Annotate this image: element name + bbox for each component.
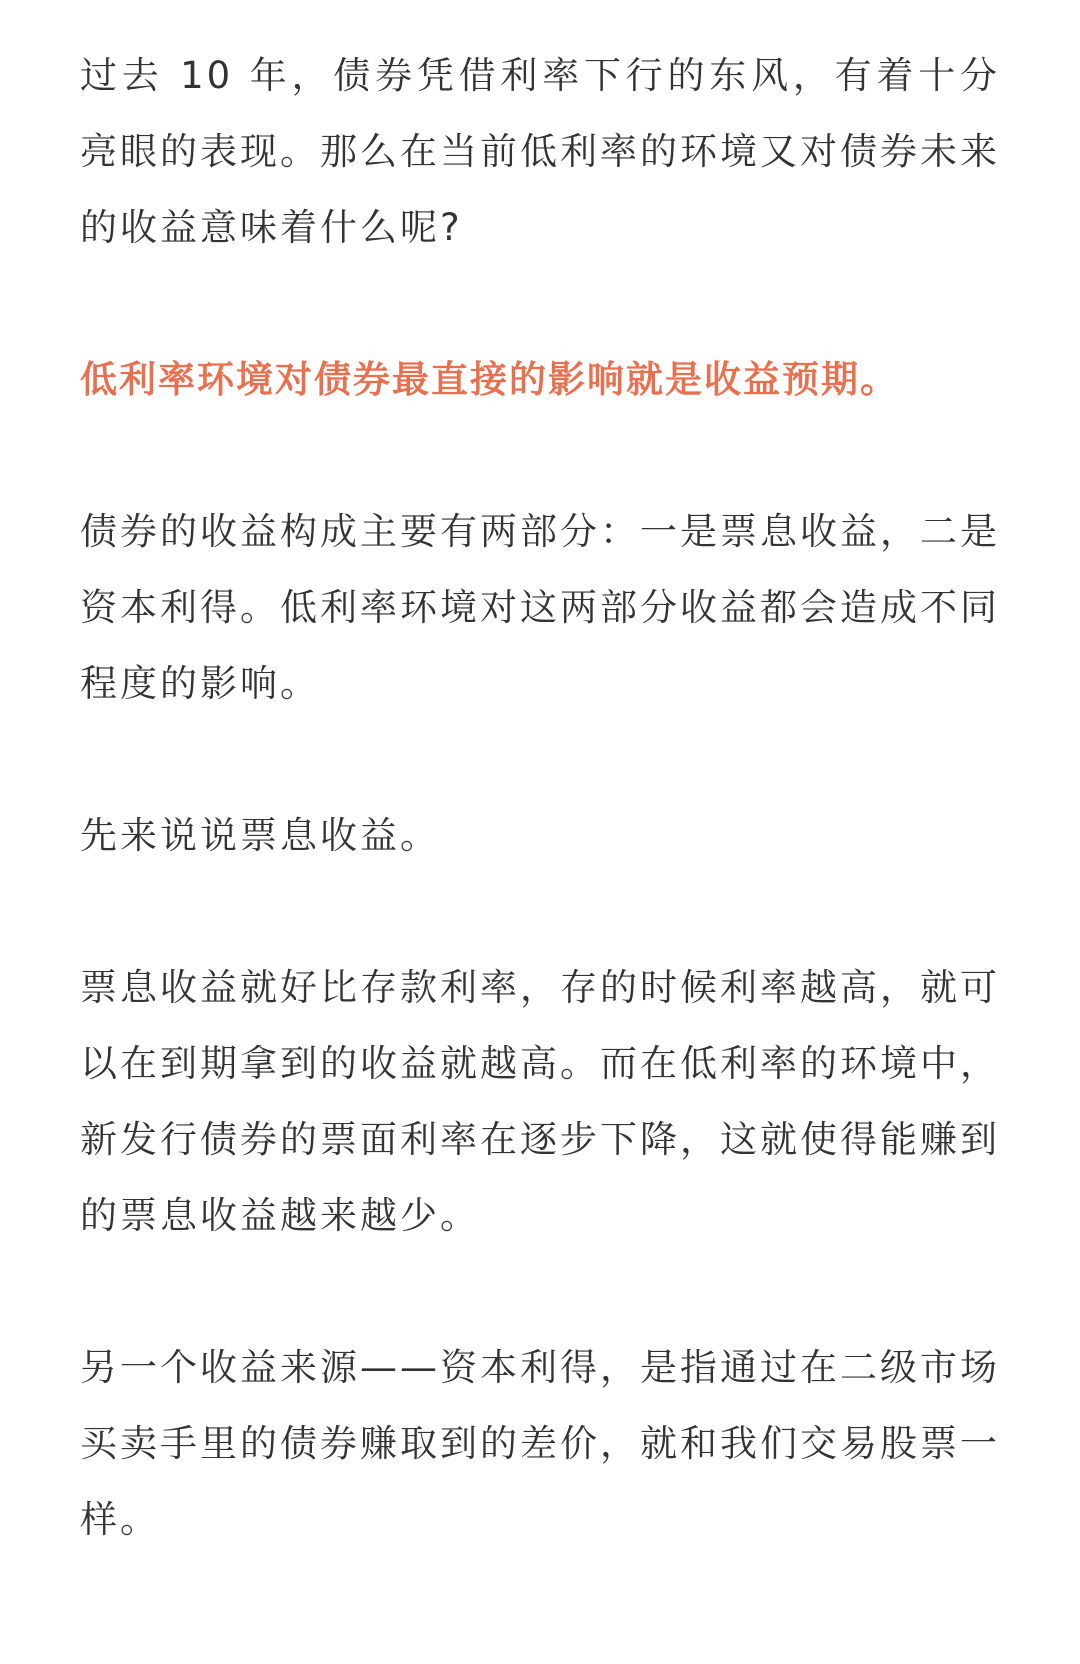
paragraph-gap	[80, 722, 1000, 798]
highlight-heading: 低利率环境对债券最直接的影响就是收益预期。	[80, 358, 899, 401]
paragraph-intro: 过去 10 年，债券凭借利率下行的东风，有着十分亮眼的表现。那么在当前低利率的环境又对债券未来的收益意味着什么呢?	[80, 54, 1000, 249]
paragraph-gap	[80, 1254, 1000, 1330]
article-body	[80, 38, 1000, 1558]
paragraph-coupon-detail: 票息收益就好比存款利率，存的时候利率越高，就可以在到期拿到的收益就越高。而在低利率的环境中，新发行债券的票面利率在逐步下降，这就使得能赚到的票息收益越来越少。	[80, 966, 1000, 1237]
paragraph-components: 债券的收益构成主要有两部分：一是票息收益，二是资本利得。低利率环境对这两部分收益都会造成不同程度的影响。	[80, 510, 1000, 705]
paragraph-capital-gain: 另一个收益来源——资本利得，是指通过在二级市场买卖手里的债券赚取到的差价，就和我们交易股票一样。	[80, 1346, 1000, 1541]
paragraph-gap	[80, 418, 1000, 494]
paragraph-gap	[80, 266, 1000, 342]
paragraph-gap	[80, 874, 1000, 950]
paragraph-coupon-intro: 先来说说票息收益。	[80, 814, 440, 857]
